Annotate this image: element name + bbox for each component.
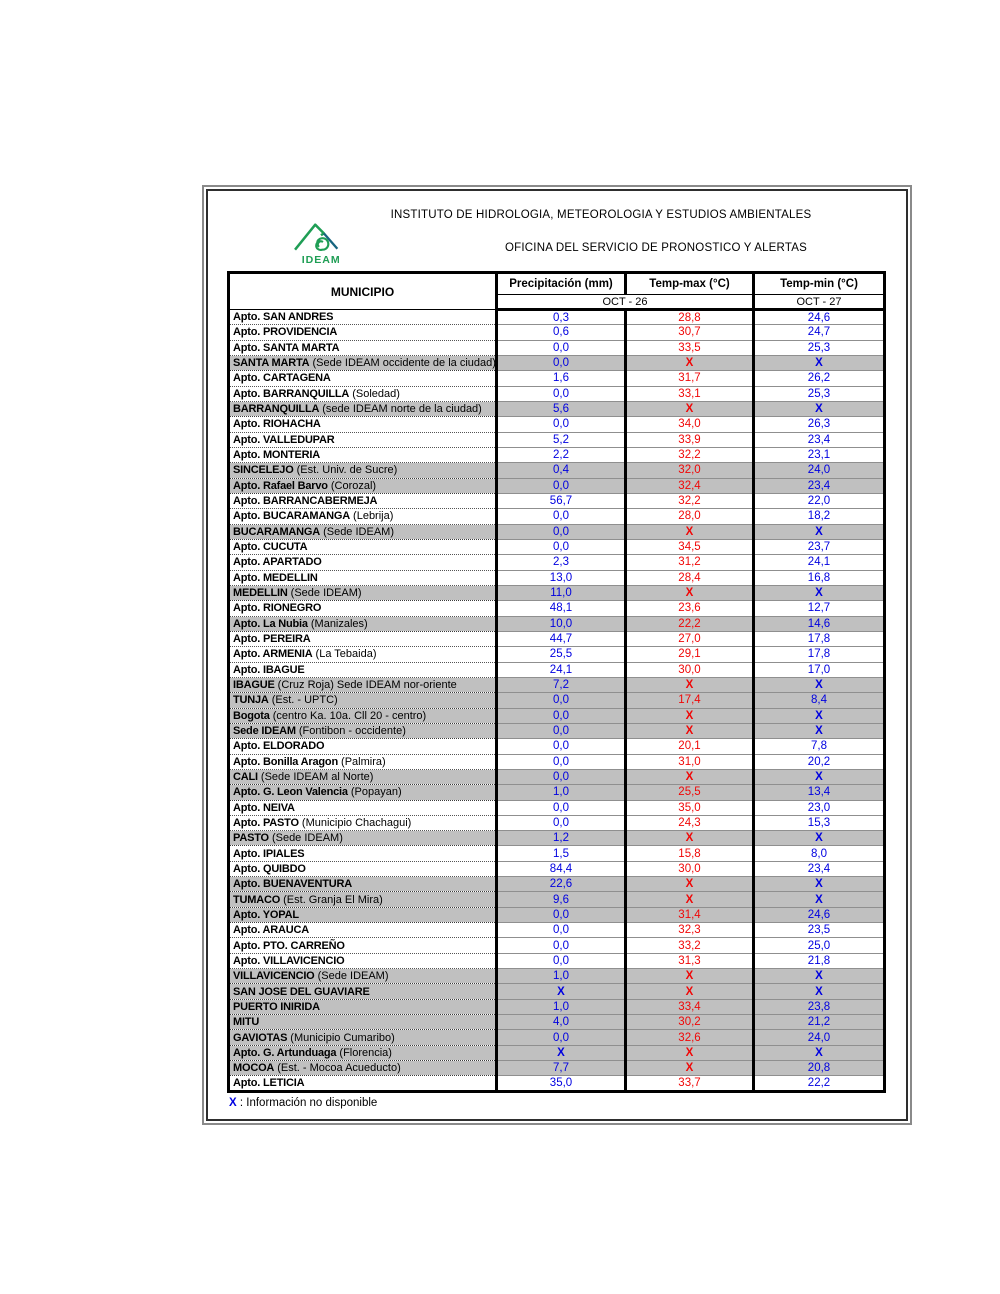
municipality-cell: Apto. PTO. CARREÑO	[229, 938, 497, 953]
table-row	[229, 1045, 885, 1060]
table-row	[229, 601, 885, 616]
precipitation-value-cell: 0,0	[497, 923, 626, 938]
temp-max-value-cell: X	[626, 401, 754, 416]
temp-max-value-cell: 25,5	[626, 785, 754, 800]
table-row	[229, 447, 885, 462]
temp-min-value-cell: 17,8	[754, 631, 885, 646]
precipitation-value-cell: 0,0	[497, 739, 626, 754]
table-row	[229, 739, 885, 754]
temp-max-value-cell: 32,6	[626, 1030, 754, 1045]
table-row	[229, 432, 885, 447]
precipitation-value-cell: 84,4	[497, 861, 626, 876]
temp-max-value-cell: 31,2	[626, 555, 754, 570]
temp-max-value-cell: 33,9	[626, 432, 754, 447]
table-row	[229, 355, 885, 370]
temp-min-value-cell: 23,4	[754, 861, 885, 876]
precipitation-value-cell: 0,0	[497, 340, 626, 355]
table-row	[229, 708, 885, 723]
table-row	[229, 386, 885, 401]
temp-min-value-cell: 24,1	[754, 555, 885, 570]
precipitation-value-cell: 1,5	[497, 846, 626, 861]
temp-min-value-cell: 25,0	[754, 938, 885, 953]
precipitation-value-cell: 0,6	[497, 325, 626, 340]
table-row	[229, 999, 885, 1014]
table-row	[229, 539, 885, 554]
table-row	[229, 984, 885, 999]
temp-min-value-cell: 23,0	[754, 800, 885, 815]
precipitation-value-cell: 0,0	[497, 815, 626, 830]
temp-min-value-cell: 22,2	[754, 1076, 885, 1091]
municipality-cell: TUMACO (Est. Granja El Mira)	[229, 892, 497, 907]
table-row	[229, 1030, 885, 1045]
table-row	[229, 310, 885, 325]
precipitation-value-cell: 9,6	[497, 892, 626, 907]
precipitation-value-cell: 0,0	[497, 386, 626, 401]
ideam-logo-text: IDEAM	[301, 254, 341, 267]
temp-max-value-cell: 34,5	[626, 539, 754, 554]
precipitation-value-cell: 0,0	[497, 355, 626, 370]
municipality-cell: BARRANQUILLA (sede IDEAM norte de la ciudad)	[229, 401, 497, 416]
precipitation-value-cell: 1,0	[497, 785, 626, 800]
temp-max-value-cell: 33,5	[626, 340, 754, 355]
temp-min-value-cell: 24,0	[754, 1030, 885, 1045]
precipitation-value-cell: 48,1	[497, 601, 626, 616]
municipality-cell: Apto. IBAGUE	[229, 662, 497, 677]
temp-min-value-cell: 18,2	[754, 509, 885, 524]
temp-max-value-cell: 15,8	[626, 846, 754, 861]
municipality-cell: Apto. Bonilla Aragon (Palmira)	[229, 754, 497, 769]
table-row	[229, 953, 885, 968]
table-row	[229, 800, 885, 815]
table-row	[229, 401, 885, 416]
municipality-cell: SANTA MARTA (Sede IDEAM occidente de la ciudad)	[229, 355, 497, 370]
report-page	[202, 185, 912, 1125]
municipality-cell: IBAGUE (Cruz Roja) Sede IDEAM nor-oriente	[229, 677, 497, 692]
municipality-cell: Apto. NEIVA	[229, 800, 497, 815]
temp-min-value-cell: 23,4	[754, 478, 885, 493]
municipality-cell: Apto. PEREIRA	[229, 631, 497, 646]
temp-max-value-cell: 27,0	[626, 631, 754, 646]
temp-max-value-cell: 33,1	[626, 386, 754, 401]
temp-min-value-cell: 21,2	[754, 1015, 885, 1030]
precipitation-value-cell: 0,3	[497, 310, 626, 325]
temp-max-value-cell: X	[626, 723, 754, 738]
table-row	[229, 325, 885, 340]
table-row	[229, 585, 885, 600]
table-row	[229, 616, 885, 631]
table-row	[229, 754, 885, 769]
temp-max-value-cell: 31,7	[626, 371, 754, 386]
table-row	[229, 340, 885, 355]
precipitation-value-cell: 7,7	[497, 1061, 626, 1076]
precipitation-value-cell: 0,0	[497, 539, 626, 554]
municipality-cell: Apto. MEDELLIN	[229, 570, 497, 585]
temp-max-value-cell: X	[626, 708, 754, 723]
temp-max-value-cell: X	[626, 677, 754, 692]
precipitation-value-cell: 0,0	[497, 953, 626, 968]
municipality-cell: Bogota (centro Ka. 10a. Cll 20 - centro)	[229, 708, 497, 723]
precipitation-value-cell: 0,0	[497, 693, 626, 708]
temp-max-value-cell: 32,0	[626, 463, 754, 478]
not-available-symbol: X	[229, 1097, 237, 1109]
temp-min-value-cell: X	[754, 355, 885, 370]
municipality-cell: MOCOA (Est. - Mocoa Acueducto)	[229, 1061, 497, 1076]
precipitation-value-cell: 0,4	[497, 463, 626, 478]
table-row	[229, 1061, 885, 1076]
table-row	[229, 861, 885, 876]
municipality-cell: Apto. ARMENIA (La Tebaida)	[229, 647, 497, 662]
temp-min-value-cell: 16,8	[754, 570, 885, 585]
table-row	[229, 1015, 885, 1030]
temp-max-value-cell: 30,0	[626, 861, 754, 876]
municipality-cell: SAN JOSE DEL GUAVIARE	[229, 984, 497, 999]
precipitation-value-cell: 4,0	[497, 1015, 626, 1030]
municipality-cell: Apto. BUENAVENTURA	[229, 877, 497, 892]
temp-min-value-cell: 12,7	[754, 601, 885, 616]
precipitation-value-cell: 0,0	[497, 938, 626, 953]
municipality-cell: Apto. ARAUCA	[229, 923, 497, 938]
temp-min-value-cell: 26,3	[754, 417, 885, 432]
municipality-cell: BUCARAMANGA (Sede IDEAM)	[229, 524, 497, 539]
temp-min-column-header: Temp-min (°C)	[754, 273, 885, 295]
temp-min-value-cell: X	[754, 769, 885, 784]
temp-min-value-cell: 14,6	[754, 616, 885, 631]
temp-max-value-cell: 32,2	[626, 493, 754, 508]
municipality-cell: Apto. SAN ANDRES	[229, 310, 497, 325]
municipality-cell: Apto. RIONEGRO	[229, 601, 497, 616]
table-row	[229, 417, 885, 432]
municipality-cell: Apto. La Nubia (Manizales)	[229, 616, 497, 631]
precipitation-value-cell: 0,0	[497, 754, 626, 769]
temp-min-value-cell: 25,3	[754, 386, 885, 401]
temp-min-value-cell: X	[754, 892, 885, 907]
temp-max-value-cell: 33,2	[626, 938, 754, 953]
table-row	[229, 785, 885, 800]
temp-min-value-cell: 17,8	[754, 647, 885, 662]
temp-max-value-cell: 28,8	[626, 310, 754, 325]
temp-max-value-cell: 23,6	[626, 601, 754, 616]
temp-min-value-cell: X	[754, 831, 885, 846]
municipality-cell: Apto. BARRANQUILLA (Soledad)	[229, 386, 497, 401]
temp-min-value-cell: 23,1	[754, 447, 885, 462]
table-row	[229, 693, 885, 708]
table-row	[229, 570, 885, 585]
table-row	[229, 631, 885, 646]
temp-min-value-cell: 8,0	[754, 846, 885, 861]
temp-max-value-cell: 28,0	[626, 509, 754, 524]
municipality-cell: CALI (Sede IDEAM al Norte)	[229, 769, 497, 784]
table-row	[229, 907, 885, 922]
municipality-cell: Sede IDEAM (Fontibon - occidente)	[229, 723, 497, 738]
precipitation-value-cell: 0,0	[497, 708, 626, 723]
table-row	[229, 723, 885, 738]
forecast-table	[227, 271, 886, 1093]
precipitation-value-cell: 0,0	[497, 907, 626, 922]
municipality-cell: Apto. YOPAL	[229, 907, 497, 922]
temp-min-value-cell: X	[754, 723, 885, 738]
table-row	[229, 1076, 885, 1091]
temp-min-value-cell: X	[754, 524, 885, 539]
precipitation-value-cell: 1,0	[497, 999, 626, 1014]
temp-max-value-cell: 29,1	[626, 647, 754, 662]
table-row	[229, 463, 885, 478]
municipality-cell: Apto. IPIALES	[229, 846, 497, 861]
precipitation-value-cell: 25,5	[497, 647, 626, 662]
temp-max-value-cell: X	[626, 1061, 754, 1076]
temp-max-value-cell: X	[626, 355, 754, 370]
precipitation-value-cell: 0,0	[497, 524, 626, 539]
precipitation-value-cell: 7,2	[497, 677, 626, 692]
municipality-cell: Apto. BUCARAMANGA (Lebrija)	[229, 509, 497, 524]
temp-min-value-cell: 17,0	[754, 662, 885, 677]
table-row	[229, 923, 885, 938]
temp-min-value-cell: X	[754, 984, 885, 999]
temp-max-value-cell: 30,7	[626, 325, 754, 340]
temp-max-value-cell: 31,4	[626, 907, 754, 922]
municipality-cell: Apto. BARRANCABERMEJA	[229, 493, 497, 508]
temp-max-value-cell: X	[626, 892, 754, 907]
table-row	[229, 831, 885, 846]
temp-min-value-cell: 23,8	[754, 999, 885, 1014]
municipality-cell: Apto. PASTO (Municipio Chachagui)	[229, 815, 497, 830]
precipitation-value-cell: 2,3	[497, 555, 626, 570]
municipality-cell: TUNJA (Est. - UPTC)	[229, 693, 497, 708]
temp-max-value-cell: X	[626, 524, 754, 539]
table-row	[229, 892, 885, 907]
municipality-cell: Apto. MONTERIA	[229, 447, 497, 462]
municipality-cell: Apto. LETICIA	[229, 1076, 497, 1091]
temp-min-value-cell: 8,4	[754, 693, 885, 708]
municipality-cell: Apto. VALLEDUPAR	[229, 432, 497, 447]
temp-min-value-cell: 21,8	[754, 953, 885, 968]
precipitation-value-cell: 0,0	[497, 417, 626, 432]
temp-max-value-cell: X	[626, 769, 754, 784]
temp-max-value-cell: 34,0	[626, 417, 754, 432]
institute-title: INSTITUTO DE HIDROLOGIA, METEOROLOGIA Y ESTUDIOS AMBIENTALES	[390, 209, 812, 221]
municipality-cell: Apto. Rafael Barvo (Corozal)	[229, 478, 497, 493]
precipitation-value-cell: 1,2	[497, 831, 626, 846]
municipality-cell: Apto. APARTADO	[229, 555, 497, 570]
precipitation-value-cell: 44,7	[497, 631, 626, 646]
precipitation-value-cell: 1,0	[497, 969, 626, 984]
temp-min-value-cell: 24,0	[754, 463, 885, 478]
temp-min-value-cell: 25,3	[754, 340, 885, 355]
municipality-column-header: MUNICIPIO	[229, 273, 497, 310]
temp-min-value-cell: X	[754, 877, 885, 892]
temp-min-value-cell: X	[754, 677, 885, 692]
temp-min-value-cell: 13,4	[754, 785, 885, 800]
temp-max-column-header: Temp-max (°C)	[626, 273, 754, 295]
precipitation-value-cell: 2,2	[497, 447, 626, 462]
temp-max-value-cell: X	[626, 969, 754, 984]
temp-min-value-cell: 20,8	[754, 1061, 885, 1076]
table-row	[229, 509, 885, 524]
temp-min-value-cell: X	[754, 1045, 885, 1060]
municipality-cell: SINCELEJO (Est. Univ. de Sucre)	[229, 463, 497, 478]
temp-min-value-cell: 24,7	[754, 325, 885, 340]
precipitation-value-cell: 0,0	[497, 800, 626, 815]
municipality-cell: Apto. ELDORADO	[229, 739, 497, 754]
table-row	[229, 478, 885, 493]
table-row	[229, 969, 885, 984]
temp-min-value-cell: X	[754, 969, 885, 984]
temp-max-value-cell: X	[626, 877, 754, 892]
municipality-cell: Apto. SANTA MARTA	[229, 340, 497, 355]
municipality-cell: Apto. G. Artunduaga (Florencia)	[229, 1045, 497, 1060]
page-border	[206, 189, 908, 1121]
temp-min-value-cell: 20,2	[754, 754, 885, 769]
temp-max-value-cell: 32,3	[626, 923, 754, 938]
table-row	[229, 846, 885, 861]
temp-max-value-cell: 22,2	[626, 616, 754, 631]
temp-max-value-cell: X	[626, 585, 754, 600]
municipality-cell: Apto. CARTAGENA	[229, 371, 497, 386]
precipitation-value-cell: 56,7	[497, 493, 626, 508]
column-header-row	[229, 273, 885, 295]
precipitation-value-cell: 0,0	[497, 723, 626, 738]
ideam-logo-icon	[292, 217, 350, 267]
temp-max-value-cell: 33,7	[626, 1076, 754, 1091]
temp-max-value-cell: 31,3	[626, 953, 754, 968]
precipitation-value-cell: 35,0	[497, 1076, 626, 1091]
precipitation-value-cell: 1,6	[497, 371, 626, 386]
table-row	[229, 555, 885, 570]
temp-max-value-cell: 32,2	[626, 447, 754, 462]
municipality-cell: Apto. RIOHACHA	[229, 417, 497, 432]
table-row	[229, 524, 885, 539]
municipality-cell: Apto. VILLAVICENCIO	[229, 953, 497, 968]
legend-note	[229, 1097, 377, 1109]
table-row	[229, 647, 885, 662]
precipitation-value-cell: 0,0	[497, 509, 626, 524]
municipality-cell: Apto. CUCUTA	[229, 539, 497, 554]
municipality-cell: MITU	[229, 1015, 497, 1030]
table-row	[229, 371, 885, 386]
temp-min-value-cell: 23,5	[754, 923, 885, 938]
municipality-cell: Apto. PROVIDENCIA	[229, 325, 497, 340]
municipality-cell: VILLAVICENCIO (Sede IDEAM)	[229, 969, 497, 984]
temp-max-value-cell: 32,4	[626, 478, 754, 493]
table-row	[229, 493, 885, 508]
table-row	[229, 815, 885, 830]
temp-min-value-cell: 24,6	[754, 907, 885, 922]
temp-max-value-cell: 24,3	[626, 815, 754, 830]
temp-max-value-cell: 20,1	[626, 739, 754, 754]
municipality-cell: GAVIOTAS (Municipio Cumaribo)	[229, 1030, 497, 1045]
table-row	[229, 769, 885, 784]
temp-max-value-cell: 31,0	[626, 754, 754, 769]
table-row	[229, 938, 885, 953]
not-available-text: : Información no disponible	[236, 1097, 378, 1109]
temp-min-value-cell: 24,6	[754, 310, 885, 325]
temp-max-value-cell: 35,0	[626, 800, 754, 815]
date-oct-27-header: OCT - 27	[754, 295, 885, 310]
precipitation-value-cell: X	[497, 984, 626, 999]
temp-min-value-cell: 26,2	[754, 371, 885, 386]
temp-max-value-cell: 28,4	[626, 570, 754, 585]
precipitation-value-cell: 0,0	[497, 478, 626, 493]
municipality-cell: MEDELLIN (Sede IDEAM)	[229, 585, 497, 600]
temp-min-value-cell: 23,4	[754, 432, 885, 447]
office-subtitle: OFICINA DEL SERVICIO DE PRONOSTICO Y ALERTAS	[505, 242, 807, 254]
precipitation-value-cell: 13,0	[497, 570, 626, 585]
precipitation-value-cell: 10,0	[497, 616, 626, 631]
precipitation-value-cell: X	[497, 1045, 626, 1060]
temp-min-value-cell: 15,3	[754, 815, 885, 830]
municipality-cell: PASTO (Sede IDEAM)	[229, 831, 497, 846]
table-row	[229, 662, 885, 677]
date-oct-26-header: OCT - 26	[497, 295, 754, 310]
temp-max-value-cell: 17,4	[626, 693, 754, 708]
temp-min-value-cell: 22,0	[754, 493, 885, 508]
precipitation-value-cell: 22,6	[497, 877, 626, 892]
temp-min-value-cell: X	[754, 401, 885, 416]
municipality-cell: PUERTO INIRIDA	[229, 999, 497, 1014]
municipality-cell: Apto. QUIBDO	[229, 861, 497, 876]
precipitation-value-cell: 5,2	[497, 432, 626, 447]
precipitation-value-cell: 11,0	[497, 585, 626, 600]
temp-max-value-cell: X	[626, 1045, 754, 1060]
precipitation-column-header: Precipitación (mm)	[497, 273, 626, 295]
temp-min-value-cell: 7,8	[754, 739, 885, 754]
precipitation-value-cell: 0,0	[497, 769, 626, 784]
temp-max-value-cell: 33,4	[626, 999, 754, 1014]
precipitation-value-cell: 0,0	[497, 1030, 626, 1045]
table-body	[229, 310, 885, 1092]
temp-min-value-cell: 23,7	[754, 539, 885, 554]
temp-max-value-cell: X	[626, 984, 754, 999]
temp-min-value-cell: X	[754, 585, 885, 600]
table-row	[229, 677, 885, 692]
precipitation-value-cell: 24,1	[497, 662, 626, 677]
table-row	[229, 877, 885, 892]
temp-max-value-cell: 30,2	[626, 1015, 754, 1030]
temp-min-value-cell: X	[754, 708, 885, 723]
temp-max-value-cell: 30,0	[626, 662, 754, 677]
temp-max-value-cell: X	[626, 831, 754, 846]
precipitation-value-cell: 5,6	[497, 401, 626, 416]
municipality-cell: Apto. G. Leon Valencia (Popayan)	[229, 785, 497, 800]
